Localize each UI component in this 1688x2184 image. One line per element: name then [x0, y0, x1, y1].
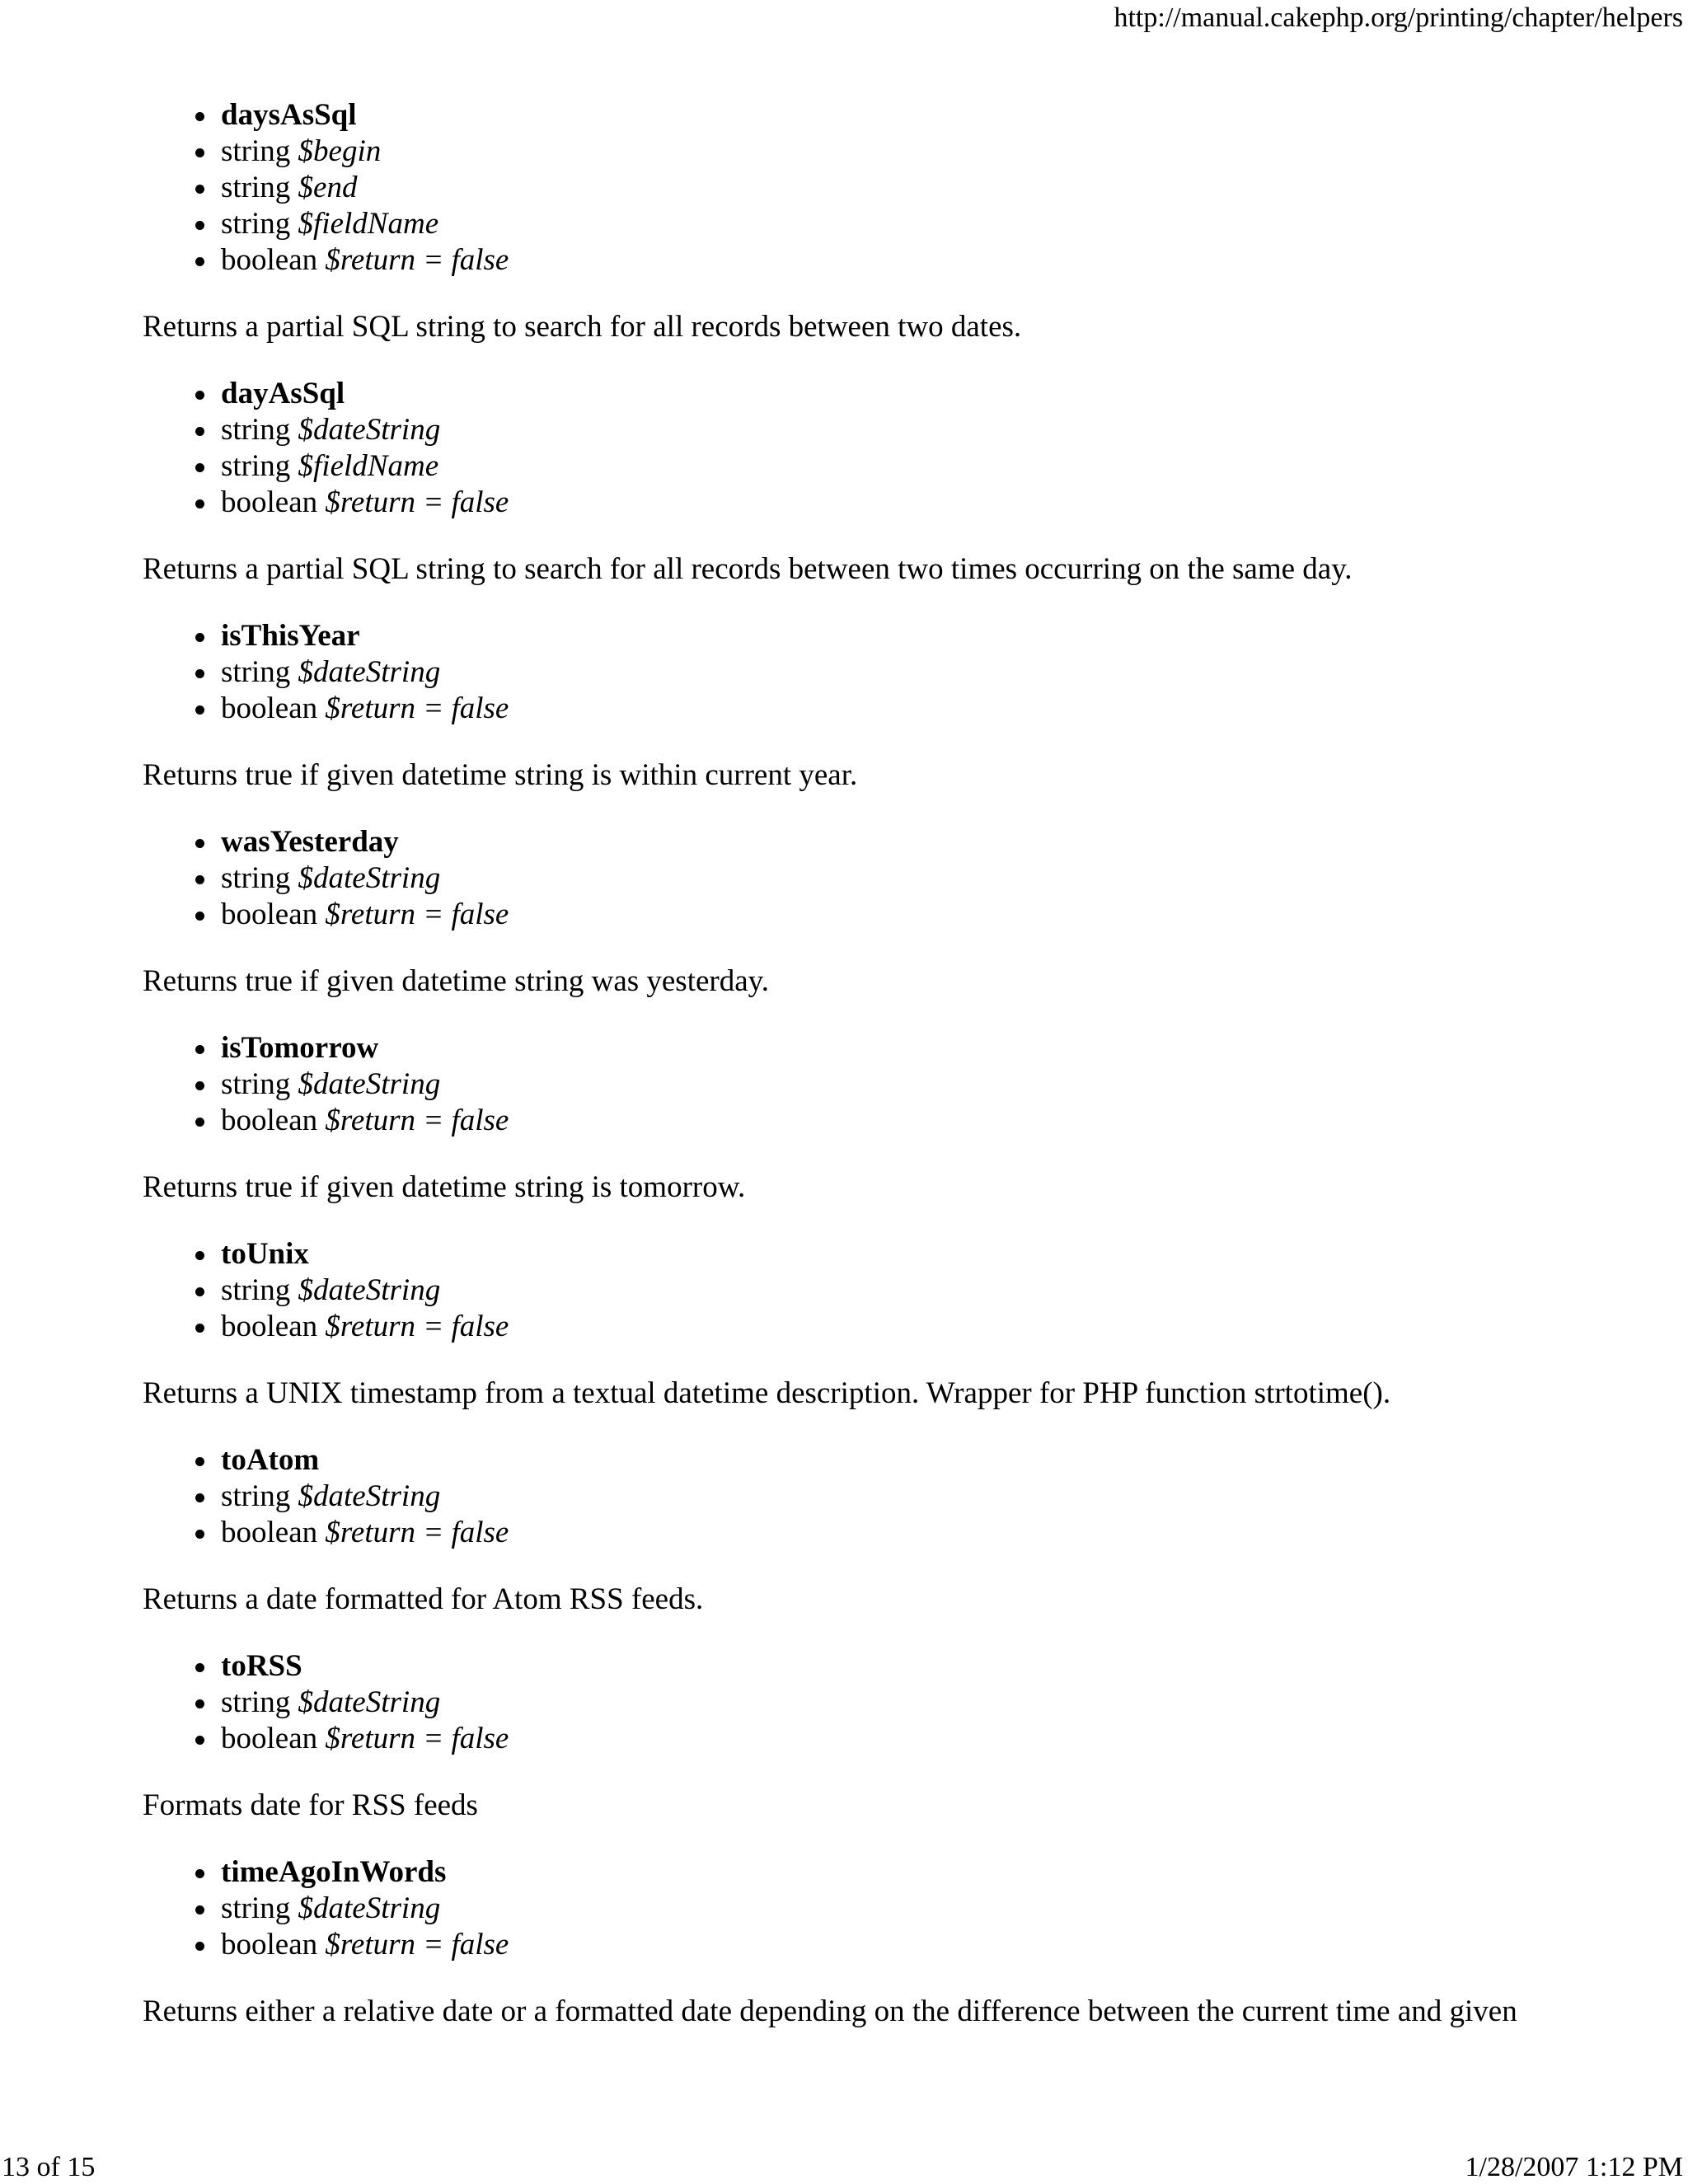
bullet-icon — [195, 1324, 204, 1333]
param-name: $return = false — [325, 1516, 509, 1549]
param-name: $fieldName — [298, 207, 439, 241]
param-type: string — [221, 1479, 291, 1513]
function-name: wasYesterday — [221, 825, 399, 859]
param-name: $return = false — [325, 1310, 509, 1343]
list-item — [221, 97, 1643, 134]
param-type: boolean — [221, 1928, 318, 1961]
param-type: boolean — [221, 1104, 318, 1137]
bullet-icon — [195, 463, 204, 472]
bullet-icon — [195, 221, 204, 230]
param-type: boolean — [221, 485, 318, 519]
list-item — [221, 1272, 1643, 1309]
bullet-icon — [195, 1493, 204, 1502]
bullet-icon — [195, 112, 204, 121]
list-item — [221, 485, 1643, 521]
bullet-icon — [195, 1736, 204, 1745]
bullet-icon — [195, 499, 204, 509]
list-item — [221, 1479, 1643, 1515]
print-datetime: 1/28/2007 1:12 PM — [1465, 2152, 1683, 2182]
list-item — [221, 1236, 1643, 1272]
param-type: string — [221, 1891, 291, 1925]
list-item — [221, 860, 1643, 897]
list-item — [221, 1309, 1643, 1345]
param-name: $dateString — [298, 655, 441, 689]
list-item — [221, 1721, 1643, 1757]
function-name: toAtom — [221, 1443, 320, 1477]
function-signature-list — [143, 97, 1643, 279]
function-signature-list — [143, 1030, 1643, 1139]
list-item — [221, 1927, 1643, 1963]
bullet-icon — [195, 427, 204, 436]
param-name: $return = false — [325, 1722, 509, 1755]
param-type: string — [221, 449, 291, 483]
function-description: Returns either a relative date or a formatted date depending on the difference between the current time and given — [143, 1994, 1517, 2028]
param-type: boolean — [221, 691, 318, 725]
function-section — [143, 1648, 1643, 1824]
bullet-icon — [195, 705, 204, 715]
function-name: isThisYear — [221, 619, 360, 653]
function-section — [143, 824, 1643, 1000]
function-description: Returns true if given datetime string is tomorrow. — [143, 1170, 746, 1204]
bullet-icon — [195, 257, 204, 266]
bullet-icon — [195, 912, 204, 921]
param-type: string — [221, 207, 291, 241]
param-name: $dateString — [298, 1273, 441, 1307]
param-type: string — [221, 171, 291, 204]
param-name: $return = false — [325, 485, 509, 519]
function-name: toRSS — [221, 1649, 302, 1683]
list-item — [221, 170, 1643, 206]
list-item — [221, 412, 1643, 448]
function-signature-list — [143, 1648, 1643, 1757]
bullet-icon — [195, 1045, 204, 1054]
param-name: $dateString — [298, 1479, 441, 1513]
list-item — [221, 1030, 1643, 1066]
list-item — [221, 376, 1643, 412]
function-signature-list — [143, 824, 1643, 933]
function-signature-list — [143, 618, 1643, 727]
list-item — [221, 448, 1643, 485]
param-name: $dateString — [298, 1685, 441, 1719]
bullet-icon — [195, 1942, 204, 1951]
function-signature-list — [143, 1854, 1643, 1963]
list-item — [221, 1891, 1643, 1927]
function-name: timeAgoInWords — [221, 1855, 447, 1889]
bullet-icon — [195, 1457, 204, 1466]
param-name: $dateString — [298, 861, 441, 895]
list-item — [221, 897, 1643, 933]
param-name: $return = false — [325, 1104, 509, 1137]
function-signature-list — [143, 376, 1643, 521]
function-description: Returns a partial SQL string to search for all records between two dates. — [143, 310, 1022, 344]
list-item — [221, 654, 1643, 691]
function-signature-list — [143, 1236, 1643, 1345]
param-type: boolean — [221, 1310, 318, 1343]
param-name: $dateString — [298, 1067, 441, 1101]
list-item — [221, 206, 1643, 242]
function-description: Returns a date formatted for Atom RSS feeds. — [143, 1582, 704, 1616]
page-url-header: http://manual.cakephp.org/printing/chapter/helpers — [1114, 2, 1683, 33]
param-name: $return = false — [325, 691, 509, 725]
list-item — [221, 1442, 1643, 1479]
param-type: string — [221, 655, 291, 689]
function-description: Returns true if given datetime string is within current year. — [143, 758, 858, 792]
function-description: Returns a partial SQL string to search for all records between two times occurring on the same day. — [143, 552, 1353, 586]
function-description: Formats date for RSS feeds — [143, 1788, 478, 1822]
bullet-icon — [195, 633, 204, 642]
bullet-icon — [195, 1530, 204, 1539]
param-name: $end — [298, 171, 358, 204]
param-name: $return = false — [325, 1928, 509, 1961]
function-section — [143, 97, 1643, 345]
bullet-icon — [195, 875, 204, 884]
param-name: $dateString — [298, 1891, 441, 1925]
function-signature-list — [143, 1442, 1643, 1551]
list-item — [221, 1515, 1643, 1551]
param-type: string — [221, 1067, 291, 1101]
function-section — [143, 1854, 1643, 2030]
function-description: Returns true if given datetime string was yesterday. — [143, 964, 769, 998]
bullet-icon — [195, 839, 204, 848]
bullet-icon — [195, 148, 204, 157]
list-item — [221, 242, 1643, 279]
bullet-icon — [195, 1869, 204, 1878]
document-content — [143, 97, 1643, 2060]
param-name: $dateString — [298, 413, 441, 447]
param-type: boolean — [221, 898, 318, 931]
bullet-icon — [195, 1663, 204, 1672]
function-section — [143, 1442, 1643, 1618]
bullet-icon — [195, 1699, 204, 1708]
bullet-icon — [195, 1118, 204, 1127]
bullet-icon — [195, 1287, 204, 1296]
list-item — [221, 1854, 1643, 1891]
param-type: string — [221, 134, 291, 168]
bullet-icon — [195, 1905, 204, 1915]
list-item — [221, 618, 1643, 654]
bullet-icon — [195, 1081, 204, 1090]
bullet-icon — [195, 391, 204, 400]
function-section — [143, 1030, 1643, 1206]
list-item — [221, 1103, 1643, 1139]
list-item — [221, 824, 1643, 860]
function-name: daysAsSql — [221, 98, 357, 132]
function-section — [143, 1236, 1643, 1412]
list-item — [221, 1066, 1643, 1103]
function-name: toUnix — [221, 1237, 309, 1271]
param-type: string — [221, 1273, 291, 1307]
param-type: string — [221, 861, 291, 895]
list-item — [221, 1685, 1643, 1721]
function-description: Returns a UNIX timestamp from a textual datetime description. Wrapper for PHP function strtotime(). — [143, 1376, 1391, 1410]
param-name: $return = false — [325, 243, 509, 277]
param-name: $return = false — [325, 898, 509, 931]
param-type: boolean — [221, 243, 318, 277]
param-type: boolean — [221, 1516, 318, 1549]
bullet-icon — [195, 1251, 204, 1260]
page-number: 13 of 15 — [2, 2152, 96, 2182]
list-item — [221, 134, 1643, 170]
function-name: isTomorrow — [221, 1031, 379, 1065]
function-name: dayAsSql — [221, 377, 345, 410]
list-item — [221, 1648, 1643, 1685]
function-section — [143, 376, 1643, 588]
param-type: boolean — [221, 1722, 318, 1755]
param-name: $fieldName — [298, 449, 439, 483]
param-name: $begin — [298, 134, 382, 168]
bullet-icon — [195, 185, 204, 194]
bullet-icon — [195, 669, 204, 678]
list-item — [221, 691, 1643, 727]
param-type: string — [221, 413, 291, 447]
param-type: string — [221, 1685, 291, 1719]
function-section — [143, 618, 1643, 794]
